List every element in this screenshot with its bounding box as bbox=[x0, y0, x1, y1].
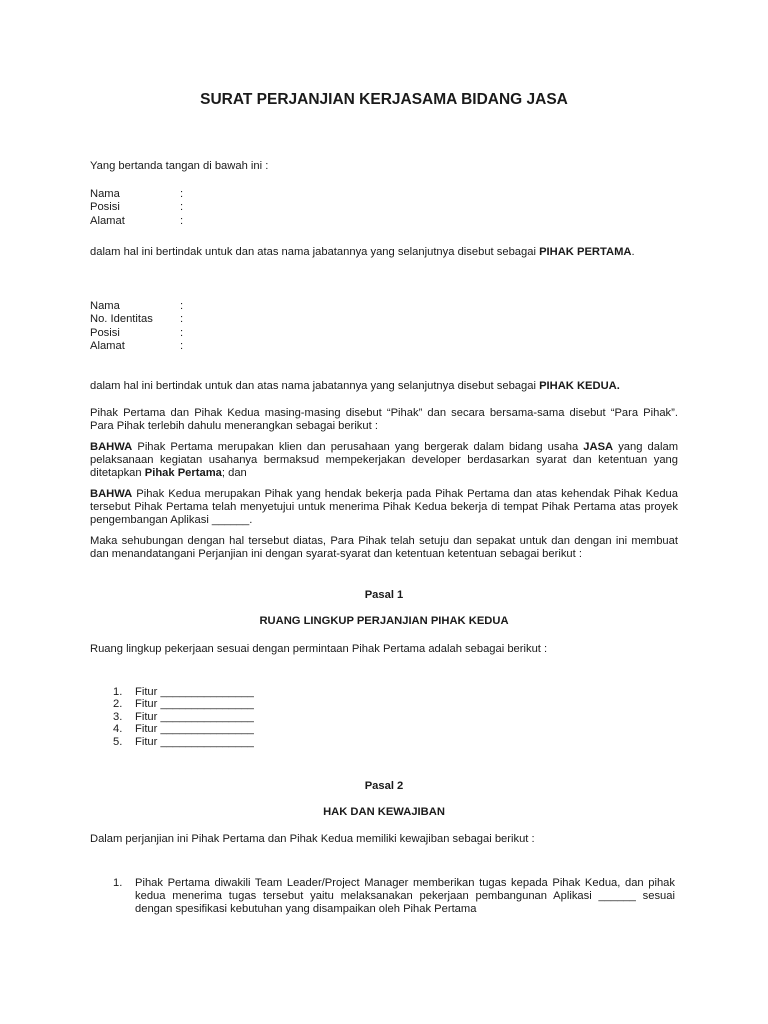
list-number: 3. bbox=[113, 711, 123, 723]
pihak-pertama-term: Pihak Pertama bbox=[144, 467, 222, 480]
bahwa1-text-c: ; dan bbox=[221, 467, 247, 480]
pasal2-intro: Dalam perjanjian ini Pihak Pertama dan Pihak Kedua memiliki kewajiban sebagai berikut : bbox=[90, 833, 535, 845]
list-number: 1. bbox=[113, 877, 123, 889]
party-statement-text: dalam hal ini bertindak untuk dan atas nama jabatannya yang selanjutnya disebut sebagai bbox=[90, 380, 536, 392]
bahwa2-text: Pihak Kedua merupakan Pihak yang hendak bekerja pada Pihak Pertama dan atas kehendak Pihak Kedua tersebut Pihak Pertama telah menyetujui untuk menerima Pihak Kedua bekerja di tempat Pihak Pertama atas proyek pengembangan Aplikasi ______. bbox=[90, 488, 679, 527]
list-item: Fitur _______________ bbox=[135, 711, 254, 723]
colon: : bbox=[180, 188, 184, 200]
party2-field-posisi: Posisi bbox=[90, 327, 120, 339]
colon: : bbox=[180, 340, 184, 352]
list-item: Fitur _______________ bbox=[135, 736, 254, 748]
list-item: Fitur _______________ bbox=[135, 686, 254, 698]
party2-statement bbox=[90, 380, 620, 393]
bahwa1-text-a: Pihak Pertama merupakan klien dan perusahaan yang bergerak dalam bidang usaha bbox=[137, 441, 579, 453]
list-number: 2. bbox=[113, 698, 123, 710]
party1-statement bbox=[90, 246, 635, 259]
pasal1-intro: Ruang lingkup pekerjaan sesuai dengan permintaan Pihak Pertama adalah sebagai berikut : bbox=[90, 643, 548, 655]
list-item: Pihak Pertama diwakili Team Leader/Project Manager memberikan tugas kepada Pihak Kedua, dan pihak kedua menerima tugas tersebut yaitu melaksanakan pekerjaan pembangunan Aplikasi ______ sesuai dengan spesifikasi kebutuhan yang disampaikan oleh Pihak Pertama bbox=[135, 877, 675, 916]
list-number: 5. bbox=[113, 736, 123, 748]
bahwa-paragraph-2 bbox=[90, 488, 678, 528]
list-number: 4. bbox=[113, 723, 123, 735]
jasa-term: JASA bbox=[583, 441, 614, 453]
party2-field-identitas: No. Identitas bbox=[90, 313, 153, 325]
party2-field-nama: Nama bbox=[90, 300, 120, 312]
bahwa-paragraph-1 bbox=[90, 441, 678, 481]
list-item: Fitur _______________ bbox=[135, 723, 254, 735]
colon: : bbox=[180, 201, 184, 213]
bahwa-lead: BAHWA bbox=[90, 441, 133, 453]
colon: : bbox=[180, 215, 184, 227]
colon: : bbox=[180, 300, 184, 312]
intro-text: Yang bertanda tangan di bawah ini : bbox=[90, 160, 269, 172]
party1-name: PIHAK PERTAMA bbox=[539, 246, 632, 258]
party1-field-nama: Nama bbox=[90, 188, 120, 200]
pasal1-heading: Pasal 1 bbox=[364, 589, 404, 601]
document-title: SURAT PERJANJIAN KERJASAMA BIDANG JASA bbox=[200, 91, 568, 108]
pasal1-title: RUANG LINGKUP PERJANJIAN PIHAK KEDUA bbox=[259, 615, 509, 627]
bahwa-lead: BAHWA bbox=[90, 488, 133, 500]
party1-field-posisi: Posisi bbox=[90, 201, 120, 213]
party2-name: PIHAK KEDUA. bbox=[539, 380, 620, 392]
list-number: 1. bbox=[113, 686, 123, 698]
maka-paragraph: Maka sehubungan dengan hal tersebut diatas, Para Pihak telah setuju dan sepakat untuk dan dengan ini membuat dan menandatangani Perjanjian ini dengan syarat-syarat dan ketentuan ketentuan sebagai berikut : bbox=[90, 535, 678, 561]
party1-suffix: . bbox=[631, 246, 635, 258]
party2-field-alamat: Alamat bbox=[90, 340, 125, 352]
pasal2-title: HAK DAN KEWAJIBAN bbox=[323, 806, 445, 818]
colon: : bbox=[180, 327, 184, 339]
party-statement-text: dalam hal ini bertindak untuk dan atas nama jabatannya yang selanjutnya disebut sebagai bbox=[90, 246, 536, 258]
pasal2-heading: Pasal 2 bbox=[364, 780, 404, 792]
colon: : bbox=[180, 313, 184, 325]
party1-field-alamat: Alamat bbox=[90, 215, 125, 227]
para-pihak-paragraph: Pihak Pertama dan Pihak Kedua masing-masing disebut “Pihak” dan secara bersama-sama disebut “Para Pihak”. Para Pihak terlebih dahulu menerangkan sebagai berikut : bbox=[90, 407, 678, 433]
bahwa1-text-b: yang dalam pelaksanaan kegiatan usahanya bermaksud mempekerjakan developer berdasarkan syarat dan ketentuan yang ditetapkan bbox=[90, 441, 679, 480]
list-item: Fitur _______________ bbox=[135, 698, 254, 710]
